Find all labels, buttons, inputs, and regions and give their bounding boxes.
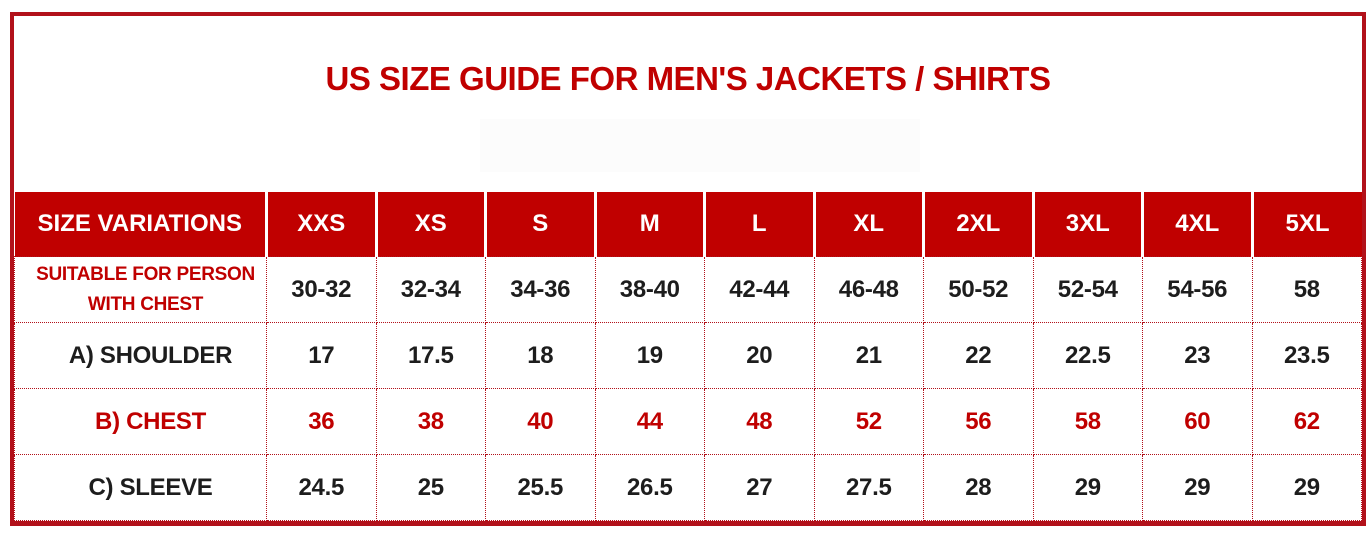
- outer-red-frame: [10, 12, 1366, 526]
- size-table-col-header: L: [705, 192, 815, 257]
- table-cell: 21: [814, 323, 924, 389]
- size-table-col-header: 2XL: [924, 192, 1034, 257]
- table-cell: 23.5: [1252, 323, 1362, 389]
- table-cell: 25: [376, 455, 486, 521]
- size-table-col-header: 3XL: [1033, 192, 1143, 257]
- size-table-col-header: 5XL: [1252, 192, 1362, 257]
- table-cell: 22.5: [1033, 323, 1143, 389]
- table-cell: 60: [1143, 389, 1253, 455]
- table-cell: 54-56: [1143, 257, 1253, 323]
- table-cell: 29: [1143, 455, 1253, 521]
- row-label: C) SLEEVE: [15, 455, 267, 521]
- table-cell: 20: [705, 323, 815, 389]
- table-cell: 56: [924, 389, 1034, 455]
- size-table-col-header: XL: [814, 192, 924, 257]
- size-table-col-header: XS: [376, 192, 486, 257]
- table-cell: 22: [924, 323, 1034, 389]
- table-cell: 32-34: [376, 257, 486, 323]
- table-cell: 46-48: [814, 257, 924, 323]
- table-cell: 38: [376, 389, 486, 455]
- table-cell: 38-40: [595, 257, 705, 323]
- size-table-col-header: M: [595, 192, 705, 257]
- table-cell: 18: [486, 323, 596, 389]
- table-row: [15, 455, 1362, 521]
- table-cell: 29: [1033, 455, 1143, 521]
- table-cell: 29: [1252, 455, 1362, 521]
- table-cell: 28: [924, 455, 1034, 521]
- size-table: [14, 192, 1362, 522]
- table-cell: 48: [705, 389, 815, 455]
- page-title: US SIZE GUIDE FOR MEN'S JACKETS / SHIRTS: [325, 60, 1051, 97]
- table-cell: 19: [595, 323, 705, 389]
- table-cell: 52: [814, 389, 924, 455]
- table-cell: 30-32: [267, 257, 377, 323]
- size-table-corner-header: SIZE VARIATIONS: [15, 192, 267, 257]
- table-cell: 26.5: [595, 455, 705, 521]
- table-cell: 34-36: [486, 257, 596, 323]
- table-cell: 27: [705, 455, 815, 521]
- faint-background-band: [480, 119, 920, 172]
- table-cell: 44: [595, 389, 705, 455]
- table-cell: 24.5: [267, 455, 377, 521]
- row-label: SUITABLE FOR PERSON WITH CHEST: [15, 257, 267, 323]
- table-row: [15, 389, 1362, 455]
- row-label: A) SHOULDER: [15, 323, 267, 389]
- size-table-header-row: [15, 192, 1362, 257]
- table-cell: 62: [1252, 389, 1362, 455]
- table-cell: 52-54: [1033, 257, 1143, 323]
- table-cell: 58: [1033, 389, 1143, 455]
- table-cell: 17.5: [376, 323, 486, 389]
- size-table-col-header: 4XL: [1143, 192, 1253, 257]
- table-cell: 40: [486, 389, 596, 455]
- size-table-col-header: S: [486, 192, 596, 257]
- table-cell: 42-44: [705, 257, 815, 323]
- row-label: B) CHEST: [15, 389, 267, 455]
- table-cell: 23: [1143, 323, 1253, 389]
- table-cell: 50-52: [924, 257, 1034, 323]
- table-cell: 36: [267, 389, 377, 455]
- table-cell: 27.5: [814, 455, 924, 521]
- table-cell: 58: [1252, 257, 1362, 323]
- table-cell: 17: [267, 323, 377, 389]
- size-table-col-header: XXS: [267, 192, 377, 257]
- size-table-body: [15, 257, 1362, 521]
- table-row: [15, 257, 1362, 323]
- table-row: [15, 323, 1362, 389]
- table-cell: 25.5: [486, 455, 596, 521]
